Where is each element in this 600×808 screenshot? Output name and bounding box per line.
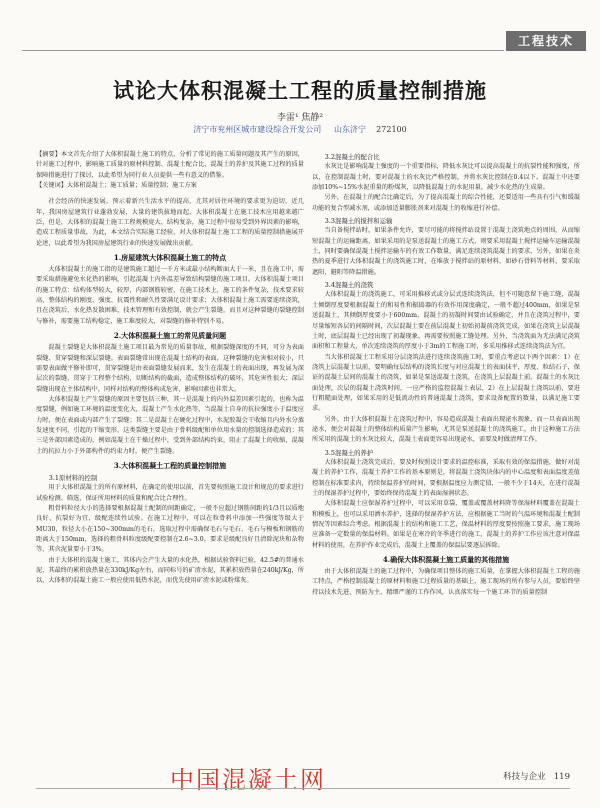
affiliation-place: 山东济宁	[334, 125, 366, 134]
paragraph: 用于大体积混凝土的所有原材料，在确定的使用以前，首先要按照施工设计和规范的要求进行试验检测、筛选，保证所用材料的质量和配合比合理性。	[36, 484, 304, 502]
watermark: 中国混凝土网	[170, 766, 326, 794]
paragraph: 水灰比是影响混凝土强度的一个重要指标，降低水灰比可以提高混凝土的抗裂性能和强度，所以，在控制混凝土时，要对混凝土的水灰比严格控制，并将水灰比控制在0.4以下。混凝土中还要添加10%~15%水泥重量的粉煤灰，以降低混凝土的水泥用量，减少水化热的生成量。	[312, 163, 580, 192]
affiliation-postal: 272100	[376, 125, 407, 134]
section-tag: 工程技术	[506, 31, 586, 51]
article-affiliation	[0, 124, 600, 135]
subheading-3-4: 3.4混凝土的浇筑	[324, 281, 374, 290]
keywords: 【关键词】大体积混凝土；施工质量；质量控制；施工方案	[36, 182, 197, 190]
heading-1: 1.房屋建筑大体积混凝土施工的特点	[113, 253, 227, 263]
paragraph: 大体积混凝土浇筑完成后，要及时按照设计要求的温控标准，采取有效的保温措施，做好对混凝土的养护工作，混凝土养护工作的基本原则是，将混凝土浇筑块体内的中心温度和表面温度差值控制在标准要求内，持续保温养护的时间，要根据温度应力测定值，一般不少于14天，在进行混凝土的保湿养护过程中，要始终保持混凝土的表面湿润状态。	[312, 458, 580, 497]
subheading-3-3: 3.3混凝土的搅拌和运输	[324, 217, 393, 226]
paragraph: 由于大体积的混凝土施工，其体内会产生大量的水化热，根据试验资料已验，42.5#的普通水泥，其最终的累积放热量在330kJ/Kg左右，而同标号的矿渣水泥，其累积放热量在240kJ/Kg，所以，大体积的混凝土施工一般应使用低热水泥，而优先使用矿渣水泥或粉煤灰。	[36, 556, 304, 585]
paragraph: 粗骨料粒径大小的选择要根据混凝土配制的间距确定，一般不应超过钢筋间距的1/3且以质地良好，抗裂好为宜，级配连续性试验。在施工过程中，可以在粒骨料中添加一些强度等级大于MU30，粒径大小在150~300mm的毛石，选取过程中需确保毛石与毛石、毛石与模板和钢筋的距离大于150mm，选择的粗骨料粒度级配要控制在2.6~3.0。要求是级配良好且清除泥块和杂物等，其含泥量要小于3%。	[36, 504, 304, 554]
introduction: 社会经济的快速发展，预示着新兴生活水平的提高，尤其对居住环境的要求更为迫切，近几年，我国房屋建筑行业蓬勃发展，大量的建筑拔地而起，大体积混凝土在施工技术应用越来越广泛，但是，大体积的混凝土施工工程规模庞大、结构复杂，施工过程中很易受到外界因素的影响，造成工程质量事故，为此，本文结合实际施工经验，对大体积混凝土施工工程的质量控制措施展开论述，以此希望为我国房屋建筑行业的快速发展做出贡献。	[36, 198, 304, 247]
header-rule	[22, 50, 504, 51]
subheading-3-5: 3.5混凝土的养护	[324, 448, 374, 457]
abstract: 【摘要】本文首先介绍了大体积混凝土施工的特点，分析了常见的施工质量问题及其产生的原因，针对施工过程中，影响施工质量的原材料控制、混凝土配合比、混凝土的养护及其施工过程的质量保障措施进行了探讨，以此希望为同行业人员提供一些有意义的借鉴。	[36, 151, 304, 179]
right-column	[312, 150, 580, 598]
journal-name: 科技与企业	[503, 772, 546, 782]
left-column	[36, 150, 304, 587]
paragraph: 大体积混凝土的施工指的是建筑施工超过一千方米或最小结构断面大于一米，且在施工中，需要采取措施避免水化热的影响，引起混凝土内外温差导致结构裂缝的施工项目。大体积混凝土项目的施工特点：结构体型较大，较厚，内部钢筋较密，在施工技术上，施工的条件复杂，技术要求较高，整体结构的刚度、强度、抗震性和耐久性要满足设计要求；大体积混凝土施工需要连续浇筑，且在浇筑后，水化热发散困难，技术管理和有效控制，就会产生裂缝，而且对这种裂缝的裂缝控制与修补，需要施工结构稳定，施工难度较大，对裂缝的修补特别不易。	[36, 266, 304, 325]
footer-rule	[36, 788, 570, 789]
paragraph: 当自备搅拌站时，如果条件允许，要尽可能的将搅拌站设置于混凝土浇筑地点的周围，从而缩短混凝土的运输距离，如果采用的是泵送混凝土的施工方式，则要采用混凝土搅拌运输车运输混凝土，同时要确保混凝土搅拌运输车的有效工作数量，满足连续浇筑混凝土的要求，另外，如果在炎热的夏季进行大体积混凝土的浇筑施工时，在堆放于搅拌站的原材料，如砂石骨料等材料，要采取遮阳，避阳等降温措施。	[312, 227, 580, 276]
heading-4: 4.确保大体积混凝土施工质量的其他措施	[382, 555, 510, 565]
paragraph: 大体积混凝土应保湿养护过程中，可以采用草袋、覆盖或覆盖材料降等保湿材料覆盖在混凝土和模板上，也可以采用洒水养护，选择的保湿养护方法，应根据施工当时的气温环境和混凝土配制情况等因素综合考虑。根据混凝土的结构和施工工艺，保温材料的厚度要按照施工要求，施工现场应准备一定数量的保温材料。如果是在寒冷的冬季进行的施工，混凝土的养护工作应该注意对保温材料的使用，在养护作业完成后，混凝土上覆盖的保温层要逐层拆除。	[312, 500, 580, 549]
paragraph: 另外，在混凝土的配合比确定后，为了提高混凝土的综合性能，还要适用一些具有引气和缓凝功能的复合型减水剂，或添加适量膨胀剂来对混凝土的收缩进行补偿。	[312, 194, 580, 212]
subheading-3-1: 3.1原材料的控制	[48, 473, 98, 482]
paragraph: 当大体积混凝土工程采用分层浇筑法进行连续浇筑施工时，要重点考虑以下两个因素：1）在浇筑上层混凝土以前，要明确每层结构的浇筑长度与对应混凝土的表面抹平，厚度、粒结石子，保证的混凝土层间的混凝土的浇筑，如果是泵送混凝土浇筑，在浇筑上层混凝土前，混凝土的水灰比面处理，次层的混凝土浇筑时间，一应严格的监控混凝土表层，2）在上层混凝土浇筑以前，要进行粗糙面处理，如果采用的是低流动性的普通混凝土浇筑，要求设备配置的数量，以满足施工要求。	[312, 353, 580, 413]
paragraph: 大体积混凝土产生裂缝的原因主要包括三种，其一是混凝土的内外温差因素引起的，也称为温度裂缝，例如施工环境的温度变化大，混凝土产生水化热等，当混凝土自身的抗拉强度小于温度应力时，便在表面或内部产生了裂缝；其二是混凝土在硬化过程中，水泥胶凝会干收缩且内外水分蒸发速度不同，引起的干缩变形，这类裂缝主要是由于骨料级配和单位用水量的控制选择造成的；其三是外部因素造成的，例如混凝土在干燥过程中，受到外部结构约束，阻止了混凝土的收缩，混凝土的抗拉力小于外部构件的约束力时，便产生裂缝。	[36, 395, 304, 455]
article-authors: 李雷¹ 焦静²	[276, 113, 324, 123]
heading-2: 2.大体积混凝土施工的常见质量问题	[113, 331, 227, 341]
paragraph: 由于大体积混凝土的施工过程中，为确保项目整体的施工质量，在掌握大体积混凝土工程的施工特点，严格控制混凝土的原材料和施工过程质量的基础上，施工现场的所有参与人员，要始终坚持以技术先进、预防为主、精细严谨的工作作风，认真落实每一个施工环节的质量控制	[312, 568, 580, 596]
paragraph: 另外，由于大体积混凝土在浇筑过程中，容易造成混凝土表面出现泌水现象，而一旦表面出现泌水，便会对混凝土的整体结构质量产生影响，尤其是泵送混凝土的浇筑施工，由于这种施工方法所采用的混凝土的水灰比较大，混凝土表面更容易出现泌水，需要及时做清理工作。	[312, 415, 580, 444]
page-footer	[503, 770, 570, 782]
subheading-3-2: 3.2混凝土的配合比	[324, 153, 380, 161]
article-title: 试论大体积混凝土工程的质量控制措施	[113, 78, 487, 103]
paragraph: 混凝土裂缝是大体积混凝土施工项目最为常见的质量事故，根据裂缝深度的不同，可分为表面裂缝、贯穿裂缝和深层裂缝。表面裂缝常出现在混凝土结构的表面，这种裂缝的危害相对较小，只需要表面做平修补即可，贯穿裂缝是由表面裂缝发展而来，发生在混凝土的表面出现，再发展为深层次的裂缝，贯穿于工程整个结构，切断结构的截面，造成整体结构的破坏，其危害性很大；深层裂缝出现在主体结构中，同样对结构的整体构成危害，影响因素也非常大。	[36, 344, 304, 393]
page-number: 119	[553, 772, 570, 782]
heading-3: 3.大体积混凝土工程的质量控制措施	[113, 460, 227, 470]
affiliation-name: 济宁市兖州区城市建设综合开发公司	[193, 125, 322, 134]
paragraph: 大体积混凝土的浇筑施工，可采用推移式或分层式连续浇筑法，但不可随意留下施工缝，混凝土倾倒厚度要根据混凝土的和易性和振捣器的有效作用深度确定，一般不超过400mm，如果是泵送混凝土，其倾倒厚度要小于600mm，混凝土的初凝时间要由试验确定，并且在浇筑过程中，要尽量缩短各层的间隔时间，次层混凝土要在前层混凝土初始初凝前浇筑完成，如果在浇筑上层混凝土时，底层混凝土已经出现了初凝现象，再需要按照施工缝处理。另外，当浇筑面为无法满足浇筑面积和工程量大，单次连续浇筑的厚度小于3m的工程施工时，多采用推移式连续浇筑法为宜。	[312, 291, 580, 351]
